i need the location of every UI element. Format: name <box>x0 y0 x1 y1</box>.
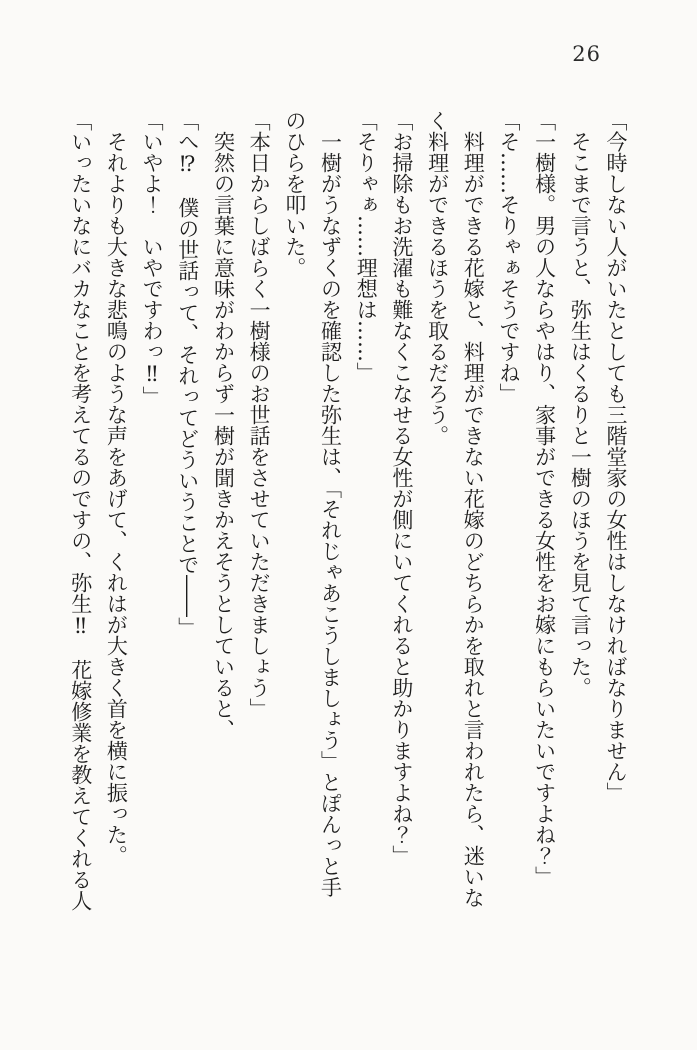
text-line: 料理ができる花嫁と、料理ができない花嫁のどちらかを取れと言われたら、迷いな <box>461 110 486 908</box>
text-line: 「いやよ！ いやですわっ‼」 <box>140 110 165 407</box>
text-line: 「お掃除もお洗濯も難なくこなせる女性が側にいてくれると助かりますよね？」 <box>389 110 414 866</box>
text-line: 一樹がうなずくのを確認した弥生は、「それじゃあこうしましょう」とぽんっと手 <box>318 110 343 898</box>
text-line: 「本日からしばらく一樹様のお世話をさせていただきましょう」 <box>247 110 272 719</box>
text-line: 「そりゃぁ……理想は……」 <box>354 110 379 383</box>
text-line: 「今時しない人がいたとしても三階堂家の女性はしなければなりません」 <box>604 110 628 803</box>
text-line: のひらを叩いた。 <box>282 110 307 278</box>
text-line: 「へ⁉ 僕の世話って、それってどういうことで――」 <box>175 110 200 638</box>
text-line: それよりも大きな悲鳴のような声をあげて、くれはが大きく首を横に振った。 <box>104 110 129 866</box>
page-text <box>62 110 633 980</box>
text-line: 「いったいなにバカなことを考えてるのですの、弥生‼ 花嫁修業を教えてくれる人 <box>68 110 93 911</box>
text-line: そこまで言うと、弥生はくるりと一樹のほうを見て言った。 <box>568 110 593 698</box>
text-line: 「一樹様。男の人ならやはり、家事ができる女性をお嫁にもらいたいですよね？」 <box>532 110 557 887</box>
text-line: 突然の言葉に意味がわからず一樹が聞きかえそうとしていると、 <box>211 110 236 740</box>
text-line: く料理ができるほうを取るだろう。 <box>425 110 450 446</box>
page-number: 26 <box>572 42 601 66</box>
text-line: 「そ……そりゃぁそうですね」 <box>496 110 521 404</box>
